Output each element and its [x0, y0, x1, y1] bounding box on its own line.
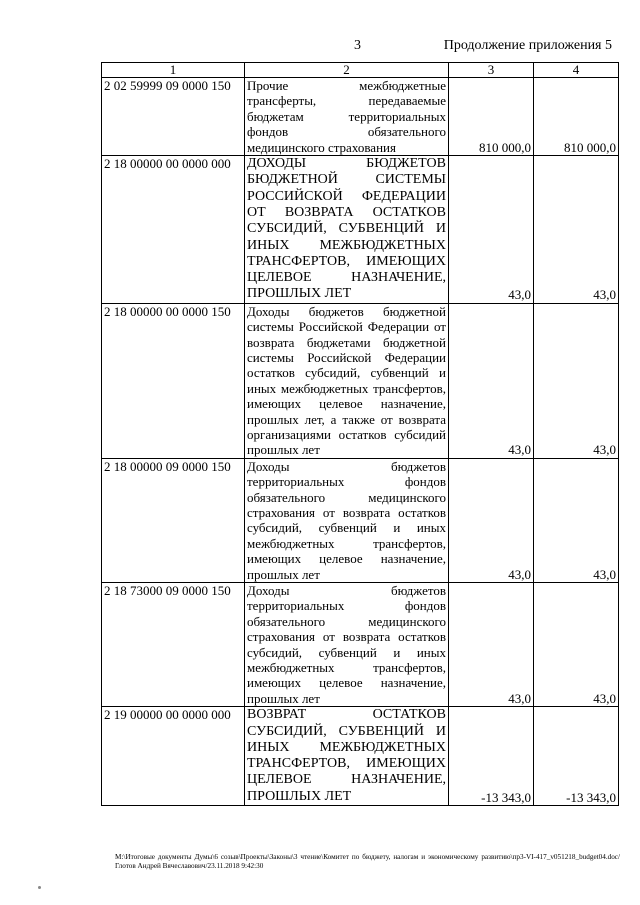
budget-table — [101, 62, 619, 806]
row-code: 2 02 59999 09 0000 150 — [102, 78, 245, 156]
scan-mark — [38, 886, 41, 889]
table-row — [102, 303, 619, 458]
row-code: 2 18 00000 00 0000 150 — [102, 303, 245, 458]
column-header-4: 4 — [534, 63, 619, 78]
column-header-2: 2 — [245, 63, 449, 78]
row-value-col3: -13 343,0 — [449, 707, 534, 806]
table-header-row — [102, 63, 619, 78]
document-path-footer: M:\Итоговые документы Думы\6 созыв\Проекты\Законы\3 чтение\Комитет по бюджету, налогам и экономическому развитию\пр3-VI-417_v051218_budget04.doc/Глотов Андрей Вячеславович/23.11.2018 9:42:30 — [115, 853, 620, 870]
row-name: Доходы бюджетов бюджетной системы Российской Федерации от возврата бюджетами бюджетной системы Российской Федерации остатков субсидий, субвенций и иных межбюджетных трансфертов, имеющих целевое назначение, прошлых лет, а также от возврата организациями остатков субсидий прошлых лет — [245, 303, 449, 458]
row-value-col3: 43,0 — [449, 156, 534, 304]
row-code: 2 18 73000 09 0000 150 — [102, 583, 245, 707]
table-row — [102, 156, 619, 304]
row-value-col4: 43,0 — [534, 303, 619, 458]
row-value-col3: 43,0 — [449, 458, 534, 582]
row-name: ДОХОДЫ БЮДЖЕТОВ БЮДЖЕТНОЙ СИСТЕМЫ РОССИЙСКОЙ ФЕДЕРАЦИИ ОТ ВОЗВРАТА ОСТАТКОВ СУБСИДИЙ, СУБВЕНЦИЙ И ИНЫХ МЕЖБЮДЖЕТНЫХ ТРАНСФЕРТОВ, ИМЕЮЩИХ ЦЕЛЕВОЕ НАЗНАЧЕНИЕ, ПРОШЛЫХ ЛЕТ — [245, 156, 449, 304]
row-value-col4: 43,0 — [534, 583, 619, 707]
row-code: 2 18 00000 00 0000 000 — [102, 156, 245, 304]
row-name: ВОЗВРАТ ОСТАТКОВ СУБСИДИЙ, СУБВЕНЦИЙ И ИНЫХ МЕЖБЮДЖЕТНЫХ ТРАНСФЕРТОВ, ИМЕЮЩИХ ЦЕЛЕВОЕ НАЗНАЧЕНИЕ, ПРОШЛЫХ ЛЕТ — [245, 707, 449, 806]
table-row — [102, 458, 619, 582]
column-header-3: 3 — [449, 63, 534, 78]
table-row — [102, 78, 619, 156]
row-name: Доходы бюджетов территориальных фондов обязательного медицинского страхования от возврата остатков субсидий, субвенций и иных межбюджетных трансфертов, имеющих целевое назначение, прошлых лет — [245, 458, 449, 582]
row-code: 2 18 00000 09 0000 150 — [102, 458, 245, 582]
row-value-col3: 43,0 — [449, 583, 534, 707]
table-row — [102, 707, 619, 806]
row-value-col3: 43,0 — [449, 303, 534, 458]
row-code: 2 19 00000 00 0000 000 — [102, 707, 245, 806]
row-value-col4: 43,0 — [534, 458, 619, 582]
page-number: 3 — [354, 38, 361, 53]
row-value-col4: 43,0 — [534, 156, 619, 304]
row-name: Доходы бюджетов территориальных фондов обязательного медицинского страхования от возврата остатков субсидий, субвенций и иных межбюджетных трансфертов, имеющих целевое назначение, прошлых лет — [245, 583, 449, 707]
row-name: Прочие межбюджетные трансферты, передаваемые бюджетам территориальных фондов обязательного медицинского страхования — [245, 78, 449, 156]
row-value-col3: 810 000,0 — [449, 78, 534, 156]
continuation-note: Продолжение приложения 5 — [443, 38, 612, 53]
row-value-col4: 810 000,0 — [534, 78, 619, 156]
row-value-col4: -13 343,0 — [534, 707, 619, 806]
column-header-1: 1 — [102, 63, 245, 78]
table-row — [102, 583, 619, 707]
